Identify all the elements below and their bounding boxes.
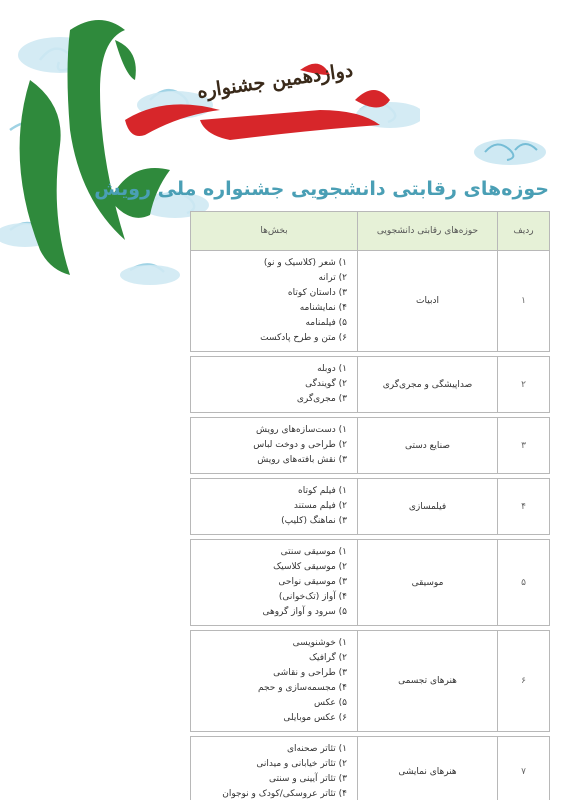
row-number: ۱ [498,251,550,352]
section-item: ۲) گویندگی [305,379,347,389]
competition-field: هنرهای تجسمی [358,631,498,732]
section-list [191,418,358,474]
section-item: ۱) دست‌سازه‌های رویش [255,425,347,435]
section-item: ۲) ترانه [318,273,347,283]
section-item: ۳) نقش بافته‌های رویش [257,455,347,465]
section-list [191,251,358,352]
section-item: ۵) سرود و آواز گروهی [262,607,347,617]
section-list [191,540,358,626]
section-item: ۱) فیلم کوتاه [298,486,347,496]
section-item: ۴) آواز (تک‌خوانی) [278,592,347,602]
table-row [191,357,550,413]
header-field: حوزه‌های رقابتی دانشجویی [358,212,498,251]
section-item: ۵) فیلمنامه [305,318,347,328]
section-item: ۳) مجری‌گری [296,394,347,404]
section-item: ۵) عکس [313,698,347,708]
section-list [191,631,358,732]
competition-field: موسیقی [358,540,498,626]
section-item: ۴) مجسمه‌سازی و حجم [257,683,347,693]
header-num: ردیف [498,212,550,251]
section-item: ۳) موسیقی نواحی [278,577,347,587]
row-number: ۴ [498,479,550,535]
section-list [191,737,358,800]
section-item: ۲) گرافیک [308,653,347,663]
row-number: ۲ [498,357,550,413]
row-number: ۶ [498,631,550,732]
table-row [191,737,550,800]
section-list [191,479,358,535]
table-row [191,631,550,732]
table-row [191,418,550,474]
table-header-row [191,212,550,251]
section-item: ۳) تئاتر آیینی و سنتی [269,774,347,784]
section-item: ۲) طراحی و دوخت لباس [253,440,347,450]
competition-field: هنرهای نمایشی [358,737,498,800]
header-items: بخش‌ها [191,212,358,251]
section-item: ۳) نماهنگ (کلیپ) [281,516,347,526]
competition-field: صداپیشگی و مجری‌گری [358,357,498,413]
section-item: ۱) شعر (کلاسیک و نو) [263,258,347,268]
cloud-icon [470,130,550,170]
section-item: ۱) تئاتر صحنه‌ای [286,744,347,754]
section-item: ۶) عکس موبایلی [283,713,347,723]
page-title: حوزه‌های رقابتی دانشجویی جشنواره ملی رویش [94,178,549,200]
section-item: ۱) دوبله [317,364,347,374]
section-item: ۲) فیلم مستند [293,501,347,511]
section-item: ۳) طراحی و نقاشی [273,668,347,678]
competition-field: فیلمسازی [358,479,498,535]
competition-field: ادبیات [358,251,498,352]
row-number: ۷ [498,737,550,800]
section-item: ۶) متن و طرح پادکست [260,333,347,343]
row-number: ۵ [498,540,550,626]
section-item: ۳) داستان کوتاه [287,288,347,298]
logo-subtitle: دوازدهمین جشنواره [195,59,355,103]
section-item: ۴) تئاتر عروسکی/کودک و نوجوان [222,789,347,799]
table-row [191,479,550,535]
section-item: ۲) تئاتر خیابانی و میدانی [256,759,347,769]
section-item: ۲) موسیقی کلاسیک [273,562,347,572]
section-item: ۱) موسیقی سنتی [280,547,347,557]
table-body [191,251,550,800]
table-row [191,540,550,626]
row-number: ۳ [498,418,550,474]
competition-field: صنایع دستی [358,418,498,474]
section-item: ۱) خوشنویسی [292,638,347,648]
table-row [191,251,550,352]
competition-table [190,211,549,800]
section-list [191,357,358,413]
section-item: ۴) نمایشنامه [299,303,347,313]
